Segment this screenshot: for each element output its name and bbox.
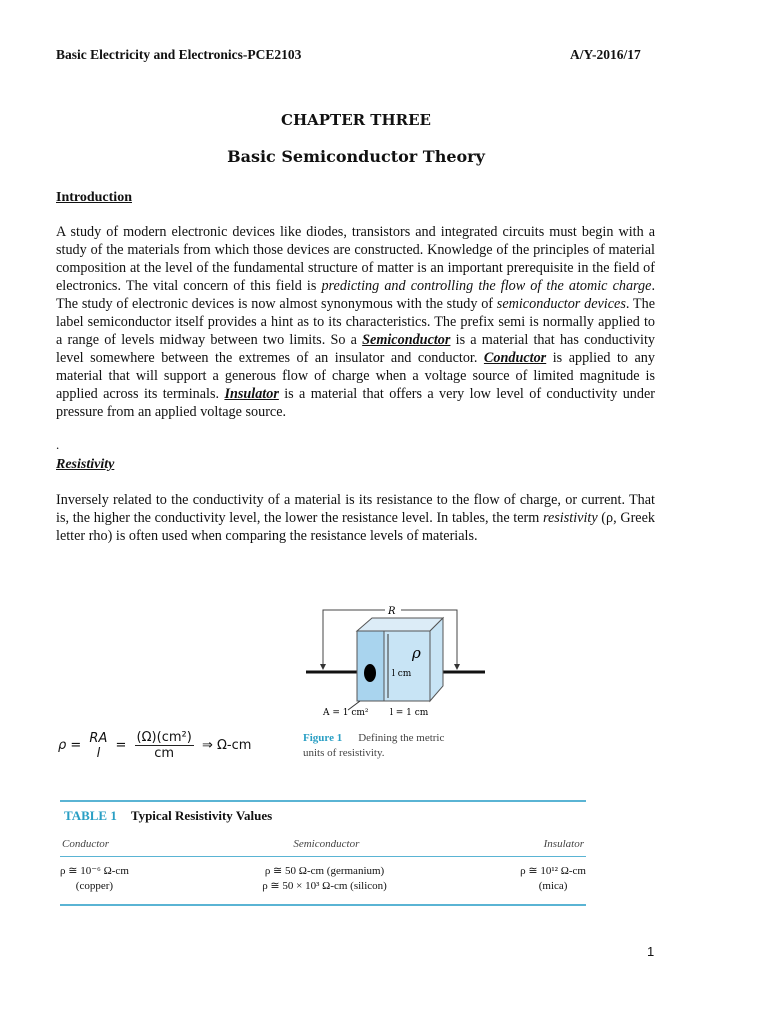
svg-text:A = 1 cm²: A = 1 cm² — [323, 708, 369, 718]
svg-text:ρ: ρ — [412, 644, 421, 662]
resistivity-paragraph: Inversely related to the conductivity of a material is its resistance to the flow of charge, or current. That is, the higher the conductivity level, the lower the resistance level. In tables, the term resistivity (ρ, Greek letter rho) is often used when comparing the resistance levels of materials. — [56, 492, 655, 544]
table-header-row: Conductor Semiconductor Insulator — [60, 830, 586, 857]
table-caption: TABLE 1 Typical Resistivity Values — [60, 800, 586, 830]
intro-heading: Introduction — [56, 190, 132, 205]
resistivity-cube-figure — [300, 598, 490, 718]
stray-dot: . — [56, 437, 60, 452]
page-title: Basic Semiconductor Theory — [227, 147, 485, 166]
svg-text:l cm: l cm — [392, 669, 412, 679]
table-row: ρ ≅ 10⁻⁶ Ω-cm (copper) ρ ≅ 50 Ω-cm (germanium) ρ ≅ 50 × 10³ Ω-cm (silicon) ρ ≅ 10¹² Ω-cm (mica) — [60, 857, 586, 906]
header-course: Basic Electricity and Electronics-PCE2103 — [56, 47, 302, 62]
resistivity-table — [60, 800, 586, 906]
header-year: A/Y-2016/17 — [570, 47, 641, 62]
r-label: R — [388, 606, 396, 617]
figure-caption: Figure 1 Defining the metric units of resistivity. — [303, 732, 445, 759]
page-number: 1 — [647, 944, 655, 959]
chapter-label: CHAPTER THREE — [281, 111, 431, 129]
intro-paragraph: A study of modern electronic devices like diodes, transistors and integrated circuits must begin with a study of the materials from which those devices are constructed. Knowledge of the principles of material composition at the level of the fundamental structure of matter is an important prerequisite in the field of electronics. The vital concern of this field is predicting and controlling the flow of the atomic charge. The study of electronic devices is now almost synonymous with the study of semiconductor devices. The label semiconductor itself provides a hint as to its characteristics. The prefix semi is normally applied to a range of levels midway between two limits. So a Semiconductor is a material that has conductivity level somewhere between the extremes of an insulator and conductor. Conductor is applied to any material that will support a generous flow of charge when a voltage source of limited magnitude is applied across its terminals. Insulator is a material that offers a very low level of conductivity under pressure from an applied voltage source. — [56, 224, 655, 420]
resistivity-equation: ρ = RA l = $\frac{\text{(Ω)(cm²)}}{cm}$ ⇒ Ω-cm — [58, 730, 252, 761]
svg-text:l = 1 cm: l = 1 cm — [390, 708, 429, 718]
resistivity-heading: Resistivity — [56, 457, 115, 472]
